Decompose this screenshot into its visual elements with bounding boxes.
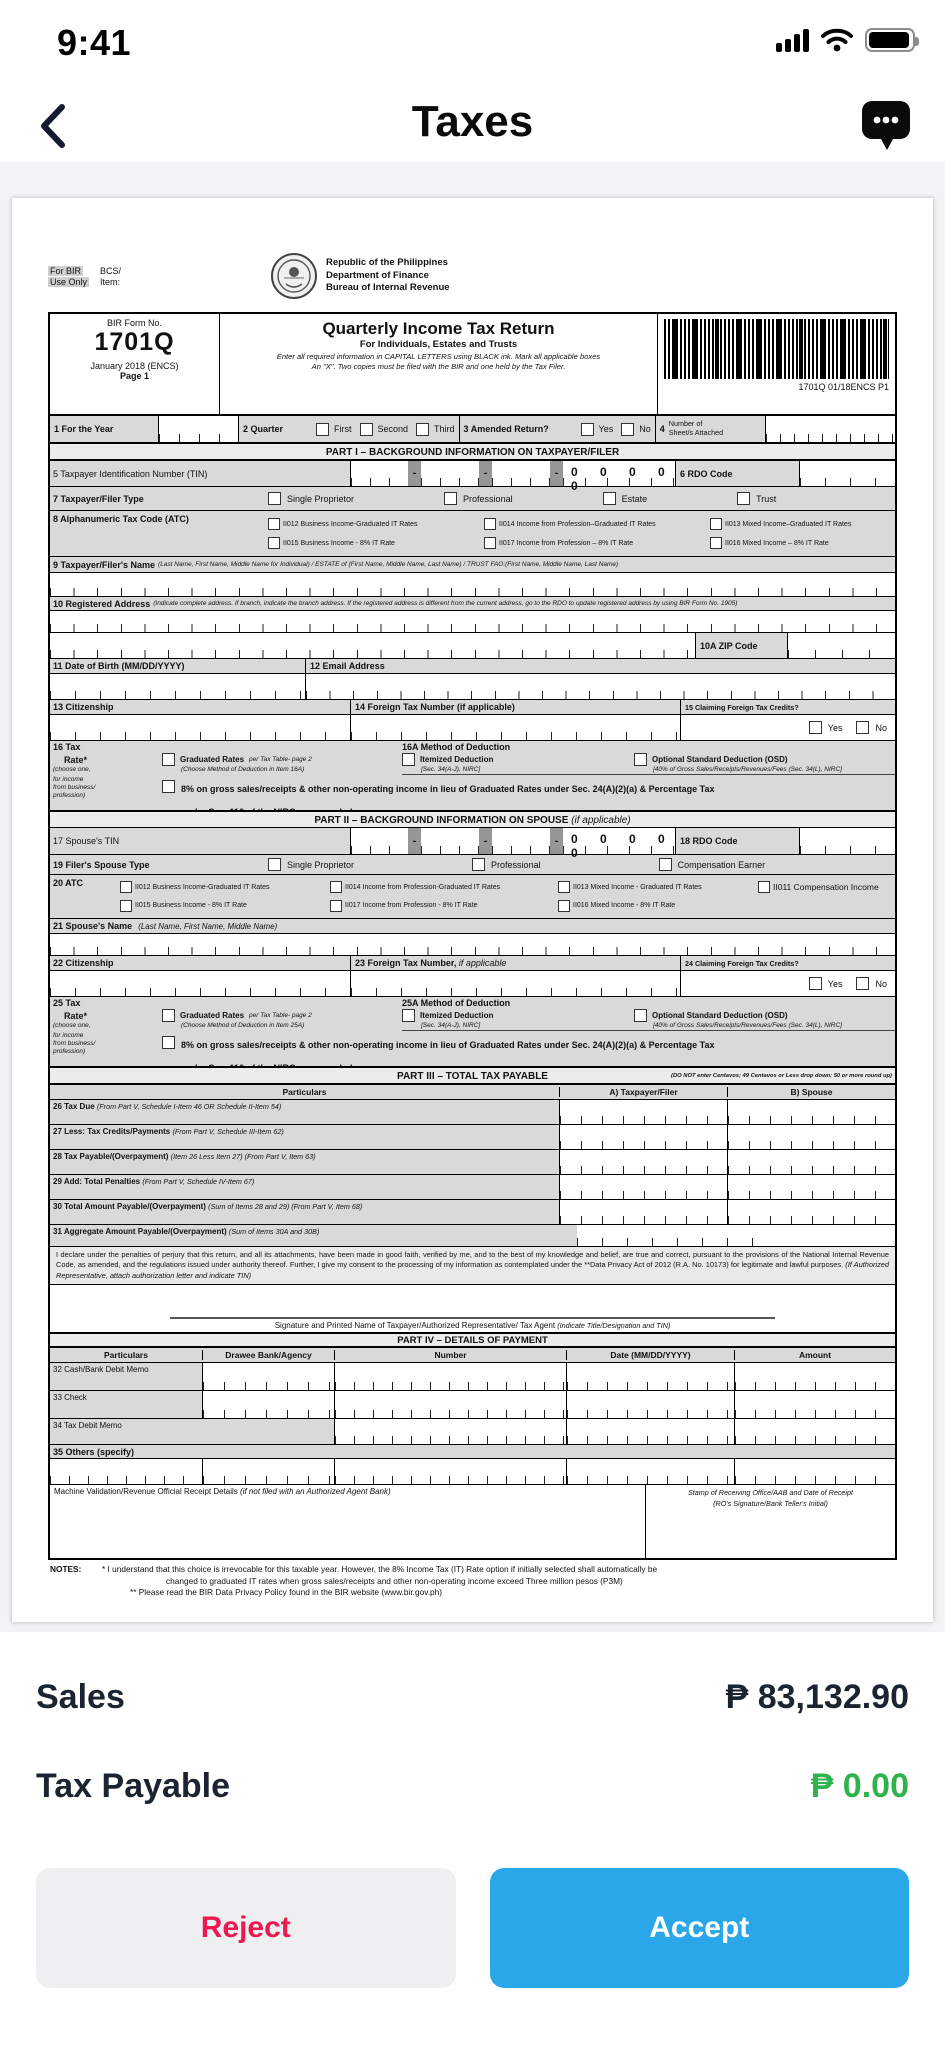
bir-seal-icon: [270, 252, 318, 300]
credits-no-label: No: [875, 722, 887, 733]
others-particulars-field: [50, 1459, 202, 1484]
penalties-filer-field: [559, 1175, 727, 1199]
tax-due-filer-field: [559, 1100, 727, 1124]
item35-label: 35 Others (specify): [53, 1446, 135, 1457]
spouse-compensation-checkbox: [659, 858, 672, 871]
others-number-field: [334, 1459, 566, 1484]
row-spouse-type: [50, 854, 895, 874]
row-birth-email-labels: [50, 658, 895, 673]
tax-payable-value: ₱ 0.00: [810, 1767, 909, 1805]
document-viewer: [0, 162, 945, 1632]
spouse-credits-no-checkbox: [856, 977, 869, 990]
row-total-payable: 30 Total Amount Payable/(Overpayment) (Sum of Items 28 and 29) (From Part V, Item 68): [50, 1199, 895, 1224]
tin-dash: -: [550, 461, 563, 486]
satc-ii011-checkbox: [758, 881, 770, 893]
credits-filer-field: [559, 1125, 727, 1149]
sales-value: ₱ 83,132.90: [725, 1678, 909, 1716]
chat-bubble-icon[interactable]: [857, 95, 915, 155]
spouse-citizenship-field: [50, 971, 350, 996]
tax-due-spouse-field: [727, 1100, 895, 1124]
department-line: Department of Finance: [326, 269, 429, 281]
item4-number: 4: [659, 424, 665, 434]
row-cash-debit-memo: 32 Cash/Bank Debit Memo: [50, 1362, 895, 1390]
item6-label: 6 RDO Code: [675, 461, 799, 486]
spouse-single-proprietor-label: Single Proprietor: [287, 859, 355, 870]
row-citizenship-fields: [50, 714, 895, 740]
spouse-col-header: B) Spouse: [727, 1087, 895, 1097]
note-2: changed to graduated IT rates when gross sales/receipts and other non-operating income exceed Three million pesos (P3M): [166, 1575, 623, 1586]
type-estate-label: Estate: [621, 493, 648, 504]
foreign-tax-number-field: [350, 715, 680, 740]
part3-note: (DO NOT enter Centavos; 49 Centavos or Less drop down; 50 or more round up): [671, 1073, 892, 1079]
part1-header: PART I – BACKGROUND INFORMATION ON TAXPAYER/FILER: [50, 442, 895, 460]
check-drawee-field: [202, 1391, 334, 1418]
form-no-label: BIR Form No.: [106, 318, 162, 328]
spouse-tin-dash: -: [550, 828, 563, 854]
row-others-label: [50, 1444, 895, 1458]
sales-row: [36, 1678, 909, 1717]
type-estate-checkbox: [603, 492, 616, 505]
satc-ii011-label: II011 Compensation Income: [773, 882, 879, 893]
tdm-date-field: [566, 1419, 734, 1444]
tdm-number-field: [334, 1419, 566, 1444]
stamp-line2: (RO's Signature/Bank Teller's Initial): [713, 1498, 828, 1508]
row-tax-payable: 28 Tax Payable/(Overpayment) (Item 26 Less Item 27) (From Part V, Item 63): [50, 1149, 895, 1174]
itemized-25-label: Itemized Deduction: [420, 1011, 494, 1020]
form-edition: January 2018 (ENCS): [90, 361, 179, 371]
part3-header: PART III – TOTAL TAX PAYABLE (DO NOT enter Centavos; 49 Centavos or Less drop down; 50 or more round up): [50, 1066, 895, 1084]
row-spouse-citizenship-fields: [50, 970, 895, 996]
form-notes: [48, 1560, 897, 1599]
machine-validation-note: (if not filed with an Authorized Agent Bank): [240, 1487, 391, 1497]
spouse-tin-dash: -: [408, 828, 421, 854]
type-trust-label: Trust: [756, 493, 777, 504]
spouse-tin-field-1: [350, 828, 408, 854]
signature-area: [50, 1284, 895, 1332]
item5-label: 5 Taxpayer Identification Number (TIN): [50, 461, 350, 486]
row-tin: [50, 460, 895, 493]
row-aggregate: 31 Aggregate Amount Payable/(Overpayment) (Sum of Items 30A and 30B): [50, 1224, 895, 1246]
spouse-professional-label: Professional: [491, 859, 541, 870]
payable-spouse-field: [727, 1150, 895, 1174]
row-items-1-4: [50, 414, 895, 442]
spouse-credits-yes-checkbox: [809, 977, 822, 990]
osd-25-label: Optional Standard Deduction (OSD): [652, 1011, 788, 1020]
tin-dash: -: [408, 461, 421, 486]
row-tax-due: 26 Tax Due (From Part V, Schedule I-Item 46 OR Schedule II-Item 54): [50, 1099, 895, 1124]
satc-ii013-checkbox: [558, 881, 570, 893]
republic-line: Republic of the Philippines: [326, 257, 448, 269]
atc-ii012-label: II012 Business Income-Graduated IT Rates: [283, 520, 418, 528]
summary-section: [0, 1632, 945, 2048]
eight-percent-16-line1: 8% on gross sales/receipts & other non-operating income in lieu of Graduated Rates under Sec. 24(A)(2)(a) & Percentage Tax: [181, 784, 715, 794]
rdo-code-field: [799, 461, 895, 486]
type-professional-label: Professional: [463, 493, 513, 504]
wifi-icon: [821, 28, 853, 52]
item9-label: 9 Taxpayer/Filer's Name: [53, 559, 156, 570]
machine-validation-section: [50, 1484, 895, 1558]
type-single-proprietor-checkbox: [268, 492, 281, 505]
item14-label: 14 Foreign Tax Number (if applicable): [350, 700, 680, 714]
tin-field-3: [492, 461, 550, 486]
check-date-field: [566, 1391, 734, 1418]
quarter-first-label: First: [334, 424, 352, 434]
itemized-25-checkbox: [402, 1009, 415, 1022]
row-tax-credits: 27 Less: Tax Credits/Payments (From Part V, Schedule III-Item 62): [50, 1124, 895, 1149]
year-field: [158, 416, 238, 442]
spouse-single-proprietor-checkbox: [268, 858, 281, 871]
satc-ii017-checkbox: [330, 900, 342, 912]
spouse-tin-zeros: 0 0 0 0 0: [563, 828, 675, 854]
item8-label: 8 Alphanumeric Tax Code (ATC): [53, 514, 189, 524]
battery-icon: [865, 28, 915, 52]
item24-label: 24 Claiming Foreign Tax Credits?: [680, 956, 895, 970]
item25a-label: 25A Method of Deduction: [402, 998, 511, 1008]
item3-label: 3 Amended Return?: [459, 416, 577, 442]
spouse-rdo-field: [799, 828, 895, 854]
item17-label: 17 Spouse's TIN: [50, 828, 350, 854]
zip-code-field: [787, 633, 895, 658]
item7-label: 7 Taxpayer/Filer Type: [53, 493, 144, 504]
amended-no-checkbox: [621, 423, 634, 436]
type-professional-checkbox: [444, 492, 457, 505]
row-tax-debit-memo: 34 Tax Debit Memo: [50, 1418, 895, 1444]
row-address-label: [50, 596, 895, 610]
page-title: Taxes: [411, 97, 534, 146]
others-date-field: [566, 1459, 734, 1484]
choose-one-25: (choose one,: [53, 1022, 91, 1029]
total-spouse-field: [727, 1200, 895, 1224]
machine-validation-label: Machine Validation/Revenue Official Receipt Details: [54, 1487, 238, 1497]
item12-label: 12 Email Address: [305, 659, 895, 673]
item4-line1: Number of: [668, 419, 703, 429]
grad-sub-16: (Choose Method of Deduction in Item 16A): [181, 766, 305, 773]
spouse-credits-no-label: No: [875, 978, 887, 989]
osd-sub-16: [40% of Gross Sales/Receipts/Revenues/Fees (Sec. 34(L), NIRC]: [653, 766, 842, 773]
quarter-first-checkbox: [316, 423, 329, 436]
tax-payable-row: [36, 1767, 909, 1806]
osd-25-checkbox: [634, 1009, 647, 1022]
row-tax-rate-16: [50, 740, 895, 810]
taxpayer-col-header: A) Taxpayer/Filer: [559, 1087, 727, 1097]
penalties-spouse-field: [727, 1175, 895, 1199]
cash-number-field: [334, 1363, 566, 1390]
accept-button[interactable]: Accept: [490, 1868, 910, 1988]
graduated-rates-16-note: per Tax Table- page 2: [249, 756, 312, 763]
p4-date-header: Date (MM/DD/YYYY): [566, 1350, 734, 1360]
bcs-label: BCS/: [100, 266, 122, 276]
credits-yes-checkbox: [809, 721, 822, 734]
for-income-16: for income from business/ profession): [53, 776, 96, 800]
tdm-amount-field: [734, 1419, 895, 1444]
type-single-proprietor-label: Single Proprietor: [287, 493, 355, 504]
cellular-signal-icon: [776, 28, 809, 52]
row-birth-email-fields: [50, 673, 895, 699]
item23-note: if applicable: [458, 958, 507, 968]
stamp-line1: Stamp of Receiving Office/AAB and Date of Receipt: [688, 1488, 853, 1498]
tax-payable-label: Tax Payable: [36, 1767, 231, 1805]
quarter-third-label: Third: [434, 424, 455, 434]
row-penalties: 29 Add: Total Penalties (From Part V, Schedule IV-Item 67): [50, 1174, 895, 1199]
osd-sub-25: [40% of Gross Sales/Receipts/Revenues/Fees (Sec. 34(L), NIRC]: [653, 1022, 842, 1029]
credits-spouse-field: [727, 1125, 895, 1149]
form-table: [48, 312, 897, 1560]
row-check: 33 Check: [50, 1390, 895, 1418]
item10-note: (Indicate complete address. If branch, indicate the branch address. If the registered address is different from the current address, go to the RDO to update registered address by using BIR Form No. 1905): [153, 600, 738, 607]
form-top-section: [48, 250, 897, 312]
foreign-credits-yn: [680, 715, 895, 740]
row-spouse-tin: [50, 828, 895, 860]
barcode-text: 1701Q 01/18ENCS P1: [798, 382, 889, 392]
item21-label: 21 Spouse's Name: [53, 921, 133, 931]
part4-column-headers: [50, 1347, 895, 1362]
spouse-tin-dash: -: [479, 828, 492, 854]
row-others-fields: [50, 1458, 895, 1484]
atc-ii015-label: II015 Business Income - 8% IT Rate: [283, 539, 395, 547]
spouse-compensation-label: Compensation Earner: [677, 859, 766, 870]
atc-ii015-checkbox: [268, 537, 280, 549]
row-citizenship-labels: [50, 699, 895, 714]
note-1: * I understand that this choice is irrevocable for this taxable year. However, the 8% Income Tax (IT) Rate option if initially selected shall automatically be: [102, 1564, 658, 1575]
row-atc: [50, 510, 895, 556]
item23-label: 23 Foreign Tax Number,: [355, 958, 457, 968]
item16-label: 16 Tax: [53, 742, 81, 752]
atc-ii017-label: II017 Income from Profession – 8% IT Rate: [499, 539, 634, 547]
graduated-rates-16-checkbox: [162, 753, 175, 766]
for-income-25: for income from business/ profession): [53, 1032, 96, 1056]
atc-ii014-label: II014 Income from Profession–Graduated IT Rates: [499, 520, 656, 528]
item19-label: 19 Filer's Spouse Type: [53, 859, 150, 870]
citizenship-field: [50, 715, 350, 740]
itemized-16-checkbox: [402, 753, 415, 766]
choose-one-16: (choose one,: [53, 766, 91, 773]
for-bir-label: For BIR: [50, 266, 82, 276]
satc-ii014-label: II014 Income from Profession-Graduated IT Rates: [345, 883, 501, 891]
part4-header: PART IV – DETAILS OF PAYMENT: [50, 1332, 895, 1347]
item13-label: 13 Citizenship: [53, 702, 114, 712]
form-barcode: [664, 319, 889, 379]
grad-sub-25: (Choose Method of Deduction in Item 25A): [181, 1022, 305, 1029]
eight-percent-25-line1: 8% on gross sales/receipts & other non-operating income in lieu of Graduated Rates under Sec. 24(A)(2)(a) & Percentage Tax: [181, 1040, 715, 1050]
part2-header: PART II – BACKGROUND INFORMATION ON SPOUSE (if applicable): [50, 810, 895, 828]
graduated-rates-16-label: Graduated Rates: [180, 755, 245, 764]
credits-yes-label: Yes: [827, 722, 843, 733]
quarter-second-label: Second: [377, 424, 409, 434]
others-drawee-field: [202, 1459, 334, 1484]
itemized-16-label: Itemized Deduction: [420, 755, 494, 764]
payable-filer-field: [559, 1150, 727, 1174]
item9-note: (Last Name, First Name, Middle Name for Individual) / ESTATE of (First Name, Middle Name, Last Name) / TRUST FAO:(First Name, Middle Name, Last Name): [158, 561, 619, 568]
name-field: [50, 572, 895, 596]
row-name-label: [50, 556, 895, 572]
item22-label: 22 Citizenship: [53, 958, 114, 968]
p4-amount-header: Amount: [734, 1350, 895, 1360]
form-subtitle: For Individuals, Estates and Trusts: [359, 339, 518, 350]
form-instruction-2: An "X". Two copies must be filed with the BIR and one held by the Tax Filer.: [311, 362, 566, 372]
form-page-no: Page 1: [119, 371, 150, 381]
amended-no-label: No: [639, 424, 651, 434]
sheets-field: [765, 416, 895, 442]
spouse-tin-field-3: [492, 828, 550, 854]
cash-date-field: [566, 1363, 734, 1390]
atc-ii012-checkbox: [268, 518, 280, 530]
signature-caption-note: (Indicate Title/Designation and TIN): [557, 1321, 671, 1331]
itemized-sub-25: [Sec. 34(A-J), NIRC]: [421, 1022, 481, 1029]
graduated-rates-25-checkbox: [162, 1009, 175, 1022]
item1-label: 1 For the Year: [54, 424, 114, 434]
signature-caption: Signature and Printed Name of Taxpayer/Authorized Representative/ Tax Agent: [274, 1321, 556, 1331]
item-label: Item:: [100, 277, 121, 288]
status-time: 9:41: [57, 22, 132, 63]
rate-label-16: Rate*: [64, 754, 88, 765]
form-header: [50, 314, 895, 414]
item20-label: 20 ATC: [53, 878, 84, 888]
address-field-2: [50, 633, 695, 658]
atc-ii017-checkbox: [484, 537, 496, 549]
note-3: ** Please read the BIR Data Privacy Policy found in the BIR website (www.bir.gov.ph): [130, 1587, 443, 1598]
item25-label: 25 Tax: [53, 998, 81, 1008]
atc-ii013-checkbox: [710, 518, 722, 530]
bureau-line: Bureau of Internal Revenue: [326, 282, 450, 294]
form-instruction-1: Enter all required information in CAPITAL LETTERS using BLACK ink. Mark all applicable boxes: [276, 352, 601, 361]
total-filer-field: [559, 1200, 727, 1224]
atc-ii016-label: II016 Mixed Income – 8% IT Rate: [725, 539, 829, 547]
row-spouse-citizenship-labels: [50, 955, 895, 970]
form-number: 1701Q: [94, 328, 175, 356]
satc-ii016-checkbox: [558, 900, 570, 912]
eight-percent-16-checkbox: [162, 780, 175, 793]
satc-ii015-checkbox: [120, 900, 132, 912]
item15-label: 15 Claiming Foreign Tax Credits?: [680, 700, 895, 714]
tin-dash: -: [479, 461, 492, 486]
aggregate-field: [577, 1225, 777, 1246]
quarter-second-checkbox: [360, 423, 373, 436]
satc-ii014-checkbox: [330, 881, 342, 893]
amended-yes-checkbox: [581, 423, 594, 436]
part3-column-headers: [50, 1084, 895, 1099]
status-bar: [0, 0, 945, 95]
satc-ii012-checkbox: [120, 881, 132, 893]
p4-number-header: Number: [334, 1350, 566, 1360]
check-amount-field: [734, 1391, 895, 1418]
item16a-label: 16A Method of Deduction: [402, 742, 511, 752]
satc-ii015-label: II015 Business Income - 8% IT Rate: [135, 902, 247, 910]
satc-ii016-label: II016 Mixed Income - 8% IT Rate: [573, 902, 676, 910]
action-buttons: [36, 1868, 909, 1988]
item18-label: 18 RDO Code: [675, 828, 799, 854]
spouse-foreign-tax-field: [350, 971, 680, 996]
graduated-rates-25-note: per Tax Table- page 2: [249, 1012, 312, 1019]
row-tax-rate-25: [50, 996, 895, 1066]
atc-ii014-checkbox: [484, 518, 496, 530]
sales-label: Sales: [36, 1678, 125, 1716]
spouse-professional-checkbox: [472, 858, 485, 871]
atc-ii016-checkbox: [710, 537, 722, 549]
quarter-third-checkbox: [416, 423, 429, 436]
cash-amount-field: [734, 1363, 895, 1390]
address-field-1: [50, 610, 895, 632]
satc-ii017-label: II017 Income from Profession - 8% IT Rate: [345, 902, 478, 910]
cash-drawee-field: [202, 1363, 334, 1390]
item2-label: 2 Quarter: [238, 416, 312, 442]
amended-yes-label: Yes: [598, 424, 614, 434]
use-only-label: Use Only: [50, 277, 88, 288]
item10-label: 10 Registered Address: [53, 598, 151, 609]
email-field: [305, 674, 895, 699]
satc-ii013-label: II013 Mixed Income - Graduated IT Rates: [573, 883, 702, 891]
tin-field-1: [350, 461, 408, 486]
tax-form-page: [12, 198, 933, 1622]
particulars-header: Particulars: [282, 1087, 327, 1097]
row-spouse-name-label: [50, 918, 895, 933]
row-filer-type: [50, 486, 895, 510]
reject-button[interactable]: Reject: [36, 1868, 456, 1988]
signature-line: [170, 1317, 775, 1319]
spouse-tin-field-2: [421, 828, 479, 854]
notes-label: NOTES:: [50, 1564, 82, 1575]
others-amount-field: [734, 1459, 895, 1484]
satc-ii012-label: II012 Business Income-Graduated IT Rates: [135, 883, 270, 891]
p4-particulars-header: Particulars: [104, 1350, 148, 1361]
item21-note: (Last Name, First Name, Middle Name): [138, 921, 278, 931]
graduated-rates-25-label: Graduated Rates: [180, 1011, 245, 1020]
row-address-zip: [50, 632, 895, 658]
status-icons: [776, 28, 915, 52]
item4-line2: Sheet/s Attached: [668, 428, 724, 437]
nav-bar: [0, 95, 945, 162]
rate-label-25: Rate*: [64, 1010, 88, 1021]
row-spouse-atc: [50, 874, 895, 918]
type-trust-checkbox: [737, 492, 750, 505]
p4-drawee-header: Drawee Bank/Agency: [202, 1350, 334, 1360]
item11-label: 11 Date of Birth (MM/DD/YYYY): [53, 661, 185, 671]
spouse-credits-yes-label: Yes: [827, 978, 843, 989]
form-title: Quarterly Income Tax Return: [322, 319, 555, 338]
item10a-label: 10A ZIP Code: [695, 633, 787, 658]
osd-16-label: Optional Standard Deduction (OSD): [652, 755, 788, 764]
birth-date-field: [50, 674, 305, 699]
credits-no-checkbox: [856, 721, 869, 734]
tin-field-2: [421, 461, 479, 486]
atc-ii013-label: II013 Mixed Income–Graduated IT Rates: [725, 520, 852, 528]
tin-branch-zeros: 0 0 0 0 0: [563, 461, 675, 486]
eight-percent-25-checkbox: [162, 1036, 175, 1049]
spouse-credits-yn: [680, 971, 895, 996]
declaration-text: I declare under the penalties of perjury that this return, and all its attachments, have been made in good faith, verified by me, and to the best of my knowledge and belief, are true and correct, pursuant to the provisions of the National Internal Revenue Code, as amended, and the regulations issued under authority thereof. Further, I give my consent to the processing of my information as contemplated under the **Data Privacy Act of 2012 (R.A. No. 10173) for legitimate and lawful purposes. (If Authorized Representative, attach authorization letter and indicate TIN): [50, 1246, 895, 1284]
check-number-field: [334, 1391, 566, 1418]
itemized-sub-16: [Sec. 34(A-J), NIRC]: [421, 766, 481, 773]
osd-16-checkbox: [634, 753, 647, 766]
spouse-name-field: [50, 933, 895, 955]
